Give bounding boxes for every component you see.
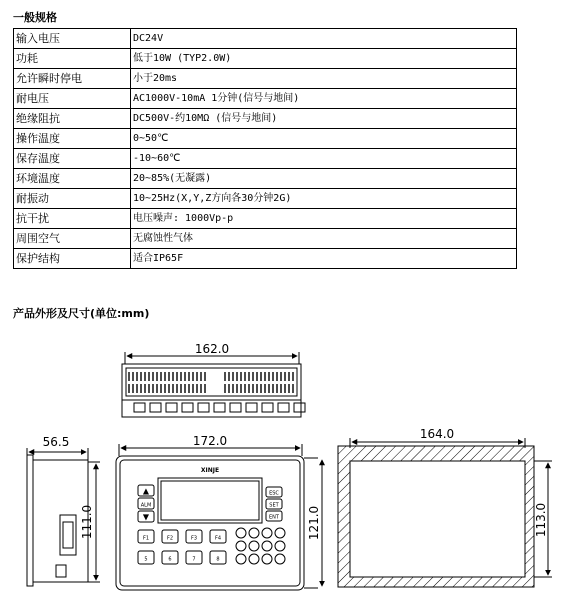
right-key-label: SET — [269, 502, 279, 509]
dim-top-width: 162.0 — [194, 342, 230, 356]
spec-value: AC1000V-10mA 1分钟(信号与地间) — [131, 89, 517, 109]
number-key-label: 5 — [144, 556, 148, 563]
keypad-button — [236, 528, 246, 538]
right-key-label: ESC — [269, 490, 279, 497]
keypad-button — [275, 554, 285, 564]
right-key-label: ENT — [269, 514, 279, 521]
section-dimensions-title: 产品外形及尺寸(单位:mm) — [13, 307, 150, 320]
keypad-button — [275, 541, 285, 551]
number-key-label: 8 — [216, 556, 220, 563]
spec-label: 耐振动 — [14, 189, 131, 209]
lcd-screen — [158, 478, 262, 523]
keypad-button — [262, 528, 272, 538]
spec-value: 适合IP65F — [131, 249, 517, 269]
spec-label: 保护结构 — [14, 249, 131, 269]
spec-label: 允许瞬时停电 — [14, 69, 131, 89]
section-general-title: 一般规格 — [13, 11, 57, 24]
spec-value: 电压噪声: 1000Vp-p — [131, 209, 517, 229]
dim-cutout-width: 164.0 — [419, 427, 455, 441]
keypad-button — [249, 554, 259, 564]
keypad-button — [262, 554, 272, 564]
dim-front-height: 121.0 — [307, 505, 321, 541]
spec-label: 周围空气 — [14, 229, 131, 249]
spec-label: 抗干扰 — [14, 209, 131, 229]
spec-value: 10~25Hz(X,Y,Z方向各30分钟2G) — [131, 189, 517, 209]
spec-value: 0~50℃ — [131, 129, 517, 149]
spec-value: DC24V — [131, 29, 517, 49]
number-key-label: 7 — [192, 556, 196, 563]
spec-label: 操作温度 — [14, 129, 131, 149]
left-key-label: ▼ — [142, 512, 150, 522]
left-key-label: ALM — [140, 502, 152, 509]
dim-side-depth: 56.5 — [42, 435, 70, 449]
spec-label: 绝缘阻抗 — [14, 109, 131, 129]
spec-value: 低于10W (TYP2.0W) — [131, 49, 517, 69]
spec-label: 输入电压 — [14, 29, 131, 49]
dim-cutout-height: 113.0 — [534, 502, 548, 538]
keypad-button — [249, 541, 259, 551]
spec-value: 20~85%(无凝露) — [131, 169, 517, 189]
side-view — [27, 435, 100, 586]
front-view — [116, 434, 322, 590]
spec-label: 环境温度 — [14, 169, 131, 189]
keypad-button — [236, 541, 246, 551]
brand-logo: XINJE — [200, 467, 220, 474]
keypad-button — [262, 541, 272, 551]
spec-label: 功耗 — [14, 49, 131, 69]
spec-label: 保存温度 — [14, 149, 131, 169]
spec-label: 耐电压 — [14, 89, 131, 109]
left-key-label: ▲ — [142, 486, 150, 496]
dim-side-height: 111.0 — [80, 504, 94, 540]
keypad-button — [275, 528, 285, 538]
keypad-button — [249, 528, 259, 538]
spec-value: -10~60℃ — [131, 149, 517, 169]
keypad-button — [236, 554, 246, 564]
spec-value: 小于20ms — [131, 69, 517, 89]
function-key-label: F2 — [166, 535, 174, 542]
function-key-label: F3 — [190, 535, 198, 542]
spec-value: 无腐蚀性气体 — [131, 229, 517, 249]
function-key-label: F4 — [214, 535, 222, 542]
spec-value: DC500V-约10MΩ (信号与地间) — [131, 109, 517, 129]
top-view — [122, 342, 305, 417]
dim-front-width: 172.0 — [192, 434, 228, 448]
function-key-label: F1 — [142, 535, 150, 542]
cutout-view — [338, 427, 552, 587]
number-key-label: 6 — [168, 556, 172, 563]
